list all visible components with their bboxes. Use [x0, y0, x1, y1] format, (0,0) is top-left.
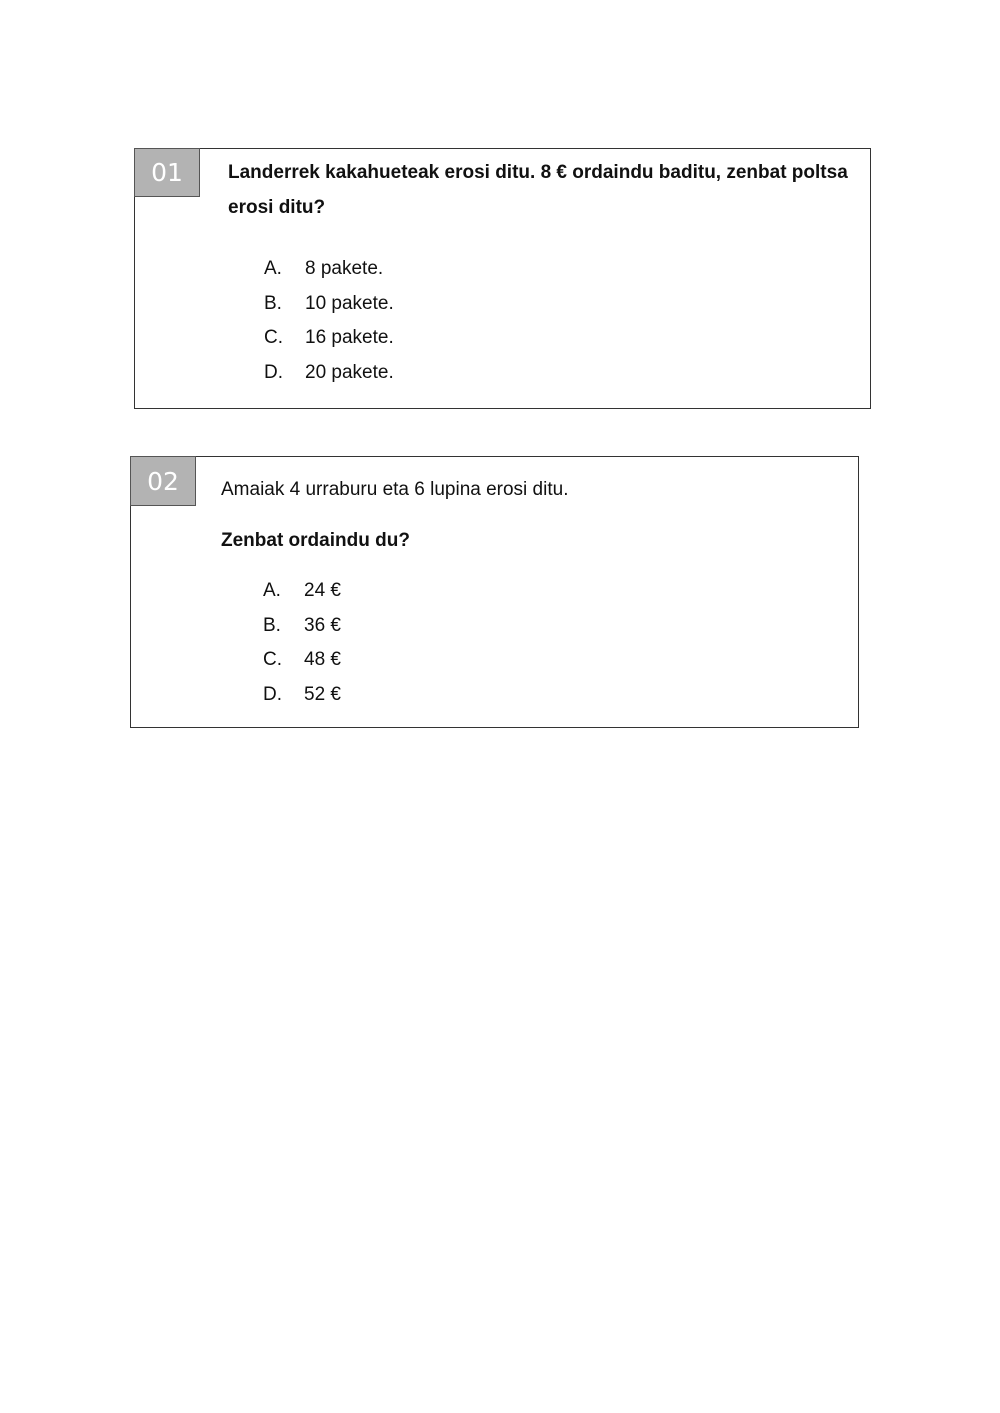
option-text: 48 €	[304, 649, 341, 671]
option-letter: A.	[264, 258, 282, 280]
option-text: 36 €	[304, 614, 341, 636]
question-card-01	[134, 148, 871, 409]
option-text: 24 €	[304, 580, 341, 602]
question-intro: Amaiak 4 urraburu eta 6 lupina erosi ditu.	[221, 479, 569, 500]
option-letter: C.	[264, 327, 283, 349]
question-number-badge: 01	[134, 148, 200, 197]
answer-option-b[interactable]	[264, 287, 394, 322]
option-letter: B.	[263, 614, 281, 636]
option-text: 52 €	[304, 683, 341, 705]
answer-option-c[interactable]	[263, 643, 341, 678]
answer-option-b[interactable]	[263, 609, 341, 644]
option-letter: D.	[264, 361, 283, 383]
answer-options	[263, 574, 341, 712]
answer-option-d[interactable]	[263, 678, 341, 713]
answer-option-d[interactable]	[264, 356, 394, 391]
option-text: 10 pakete.	[305, 292, 394, 314]
answer-option-c[interactable]	[264, 321, 394, 356]
answer-option-a[interactable]	[263, 574, 341, 609]
answer-options	[264, 252, 394, 390]
question-card-02	[130, 456, 859, 728]
option-letter: C.	[263, 649, 282, 671]
answer-option-a[interactable]	[264, 252, 394, 287]
option-letter: B.	[264, 292, 282, 314]
option-text: 20 pakete.	[305, 361, 394, 383]
option-letter: D.	[263, 683, 282, 705]
question-number-badge: 02	[130, 456, 196, 506]
option-text: 8 pakete.	[305, 258, 384, 280]
question-stem: Zenbat ordaindu du?	[221, 530, 410, 551]
option-letter: A.	[263, 580, 281, 602]
question-stem: Landerrek kakahueteak erosi ditu. 8 € ordaindu baditu, zenbat poltsa erosi ditu?	[228, 162, 848, 218]
option-text: 16 pakete.	[305, 327, 394, 349]
